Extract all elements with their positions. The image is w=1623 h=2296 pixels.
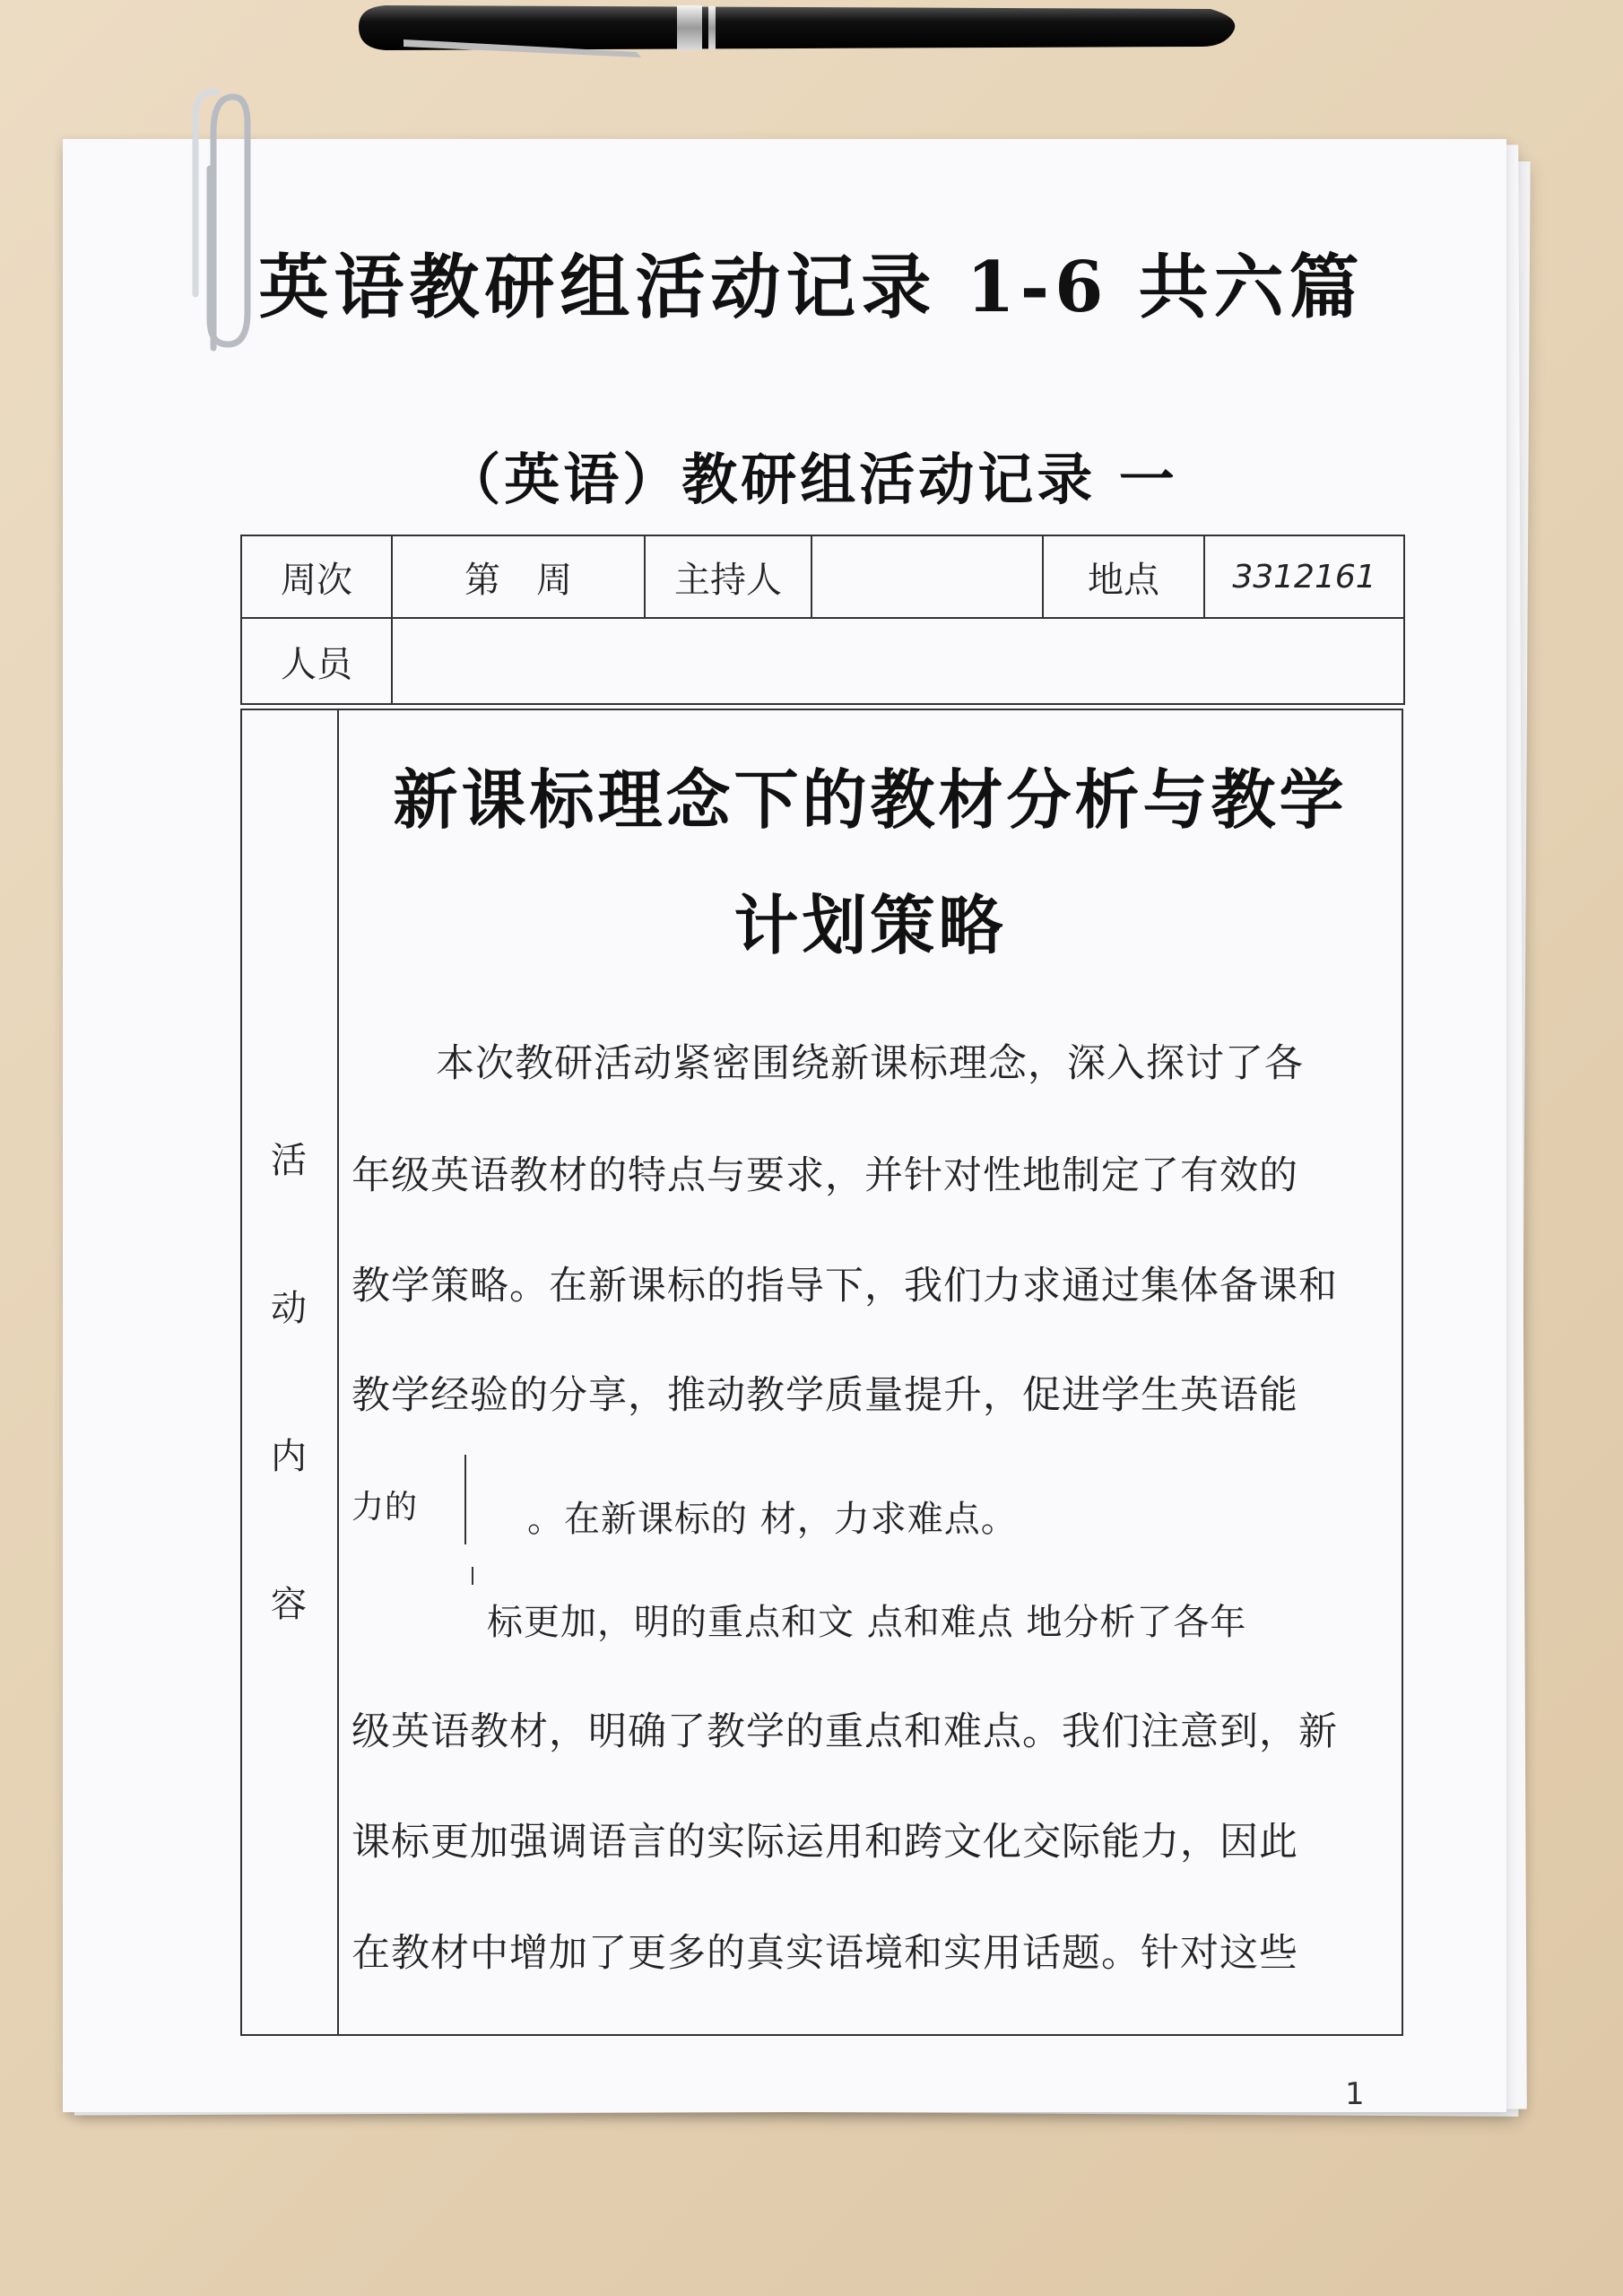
side-label-char: 动 — [271, 1288, 307, 1329]
host-label: 主持人 — [645, 535, 812, 618]
side-label-char: 活 — [271, 1140, 307, 1181]
side-label-char: 内 — [271, 1436, 307, 1477]
body-line: 教学经验的分享，推动教学质量提升，促进学生英语能 — [352, 1373, 1298, 1418]
week-value: 第 周 — [392, 535, 645, 618]
side-label-column — [242, 710, 339, 2034]
page-number: 1 — [1345, 2076, 1365, 2112]
body-line: 。在新课标的 材，力求难点。 — [527, 1499, 1018, 1540]
location-value: 3312161 — [1204, 535, 1404, 618]
body-line: 标更加，明的重点和文 点和难点 地分析了各年 — [487, 1602, 1247, 1643]
activity-content-box — [240, 709, 1403, 2036]
content-main-column — [339, 710, 1402, 2034]
body-line: 课标更加强调语言的实际运用和跨文化交际能力，因此 — [352, 1820, 1298, 1865]
record-title: （英语）教研组活动记录 一 — [445, 447, 1178, 512]
pen-image — [350, 0, 1246, 57]
topic-title-line: 新课标理念下的教材分析与教学 — [393, 761, 1348, 838]
staff-label: 人员 — [241, 618, 392, 704]
staff-value — [392, 618, 1404, 704]
info-table — [240, 535, 1405, 705]
host-value — [812, 535, 1043, 618]
body-line: 力的 — [352, 1489, 419, 1526]
body-line: 教学策略。在新课标的指导下，我们力求通过集体备课和 — [352, 1264, 1338, 1309]
body-line: 本次教研活动紧密围绕新课标理念，深入探讨了各 — [436, 1041, 1304, 1086]
body-line: 年级英语教材的特点与要求，并针对性地制定了有效的 — [352, 1153, 1298, 1198]
document-title: 英语教研组活动记录 1-6 共六篇 — [258, 247, 1365, 328]
cursor-mark — [464, 1455, 466, 1544]
info-row-1 — [241, 535, 1404, 618]
body-line: 级英语教材，明确了教学的重点和难点。我们注意到，新 — [352, 1709, 1338, 1754]
info-row-2 — [241, 618, 1404, 704]
topic-title-line: 计划策略 — [733, 887, 1007, 963]
location-label: 地点 — [1043, 535, 1204, 618]
week-label: 周次 — [241, 535, 392, 618]
body-line: 在教材中增加了更多的真实语境和实用话题。针对这些 — [352, 1931, 1298, 1976]
topic-title — [339, 737, 1402, 988]
side-label-char: 容 — [271, 1584, 307, 1625]
cursor-mark — [472, 1567, 473, 1585]
